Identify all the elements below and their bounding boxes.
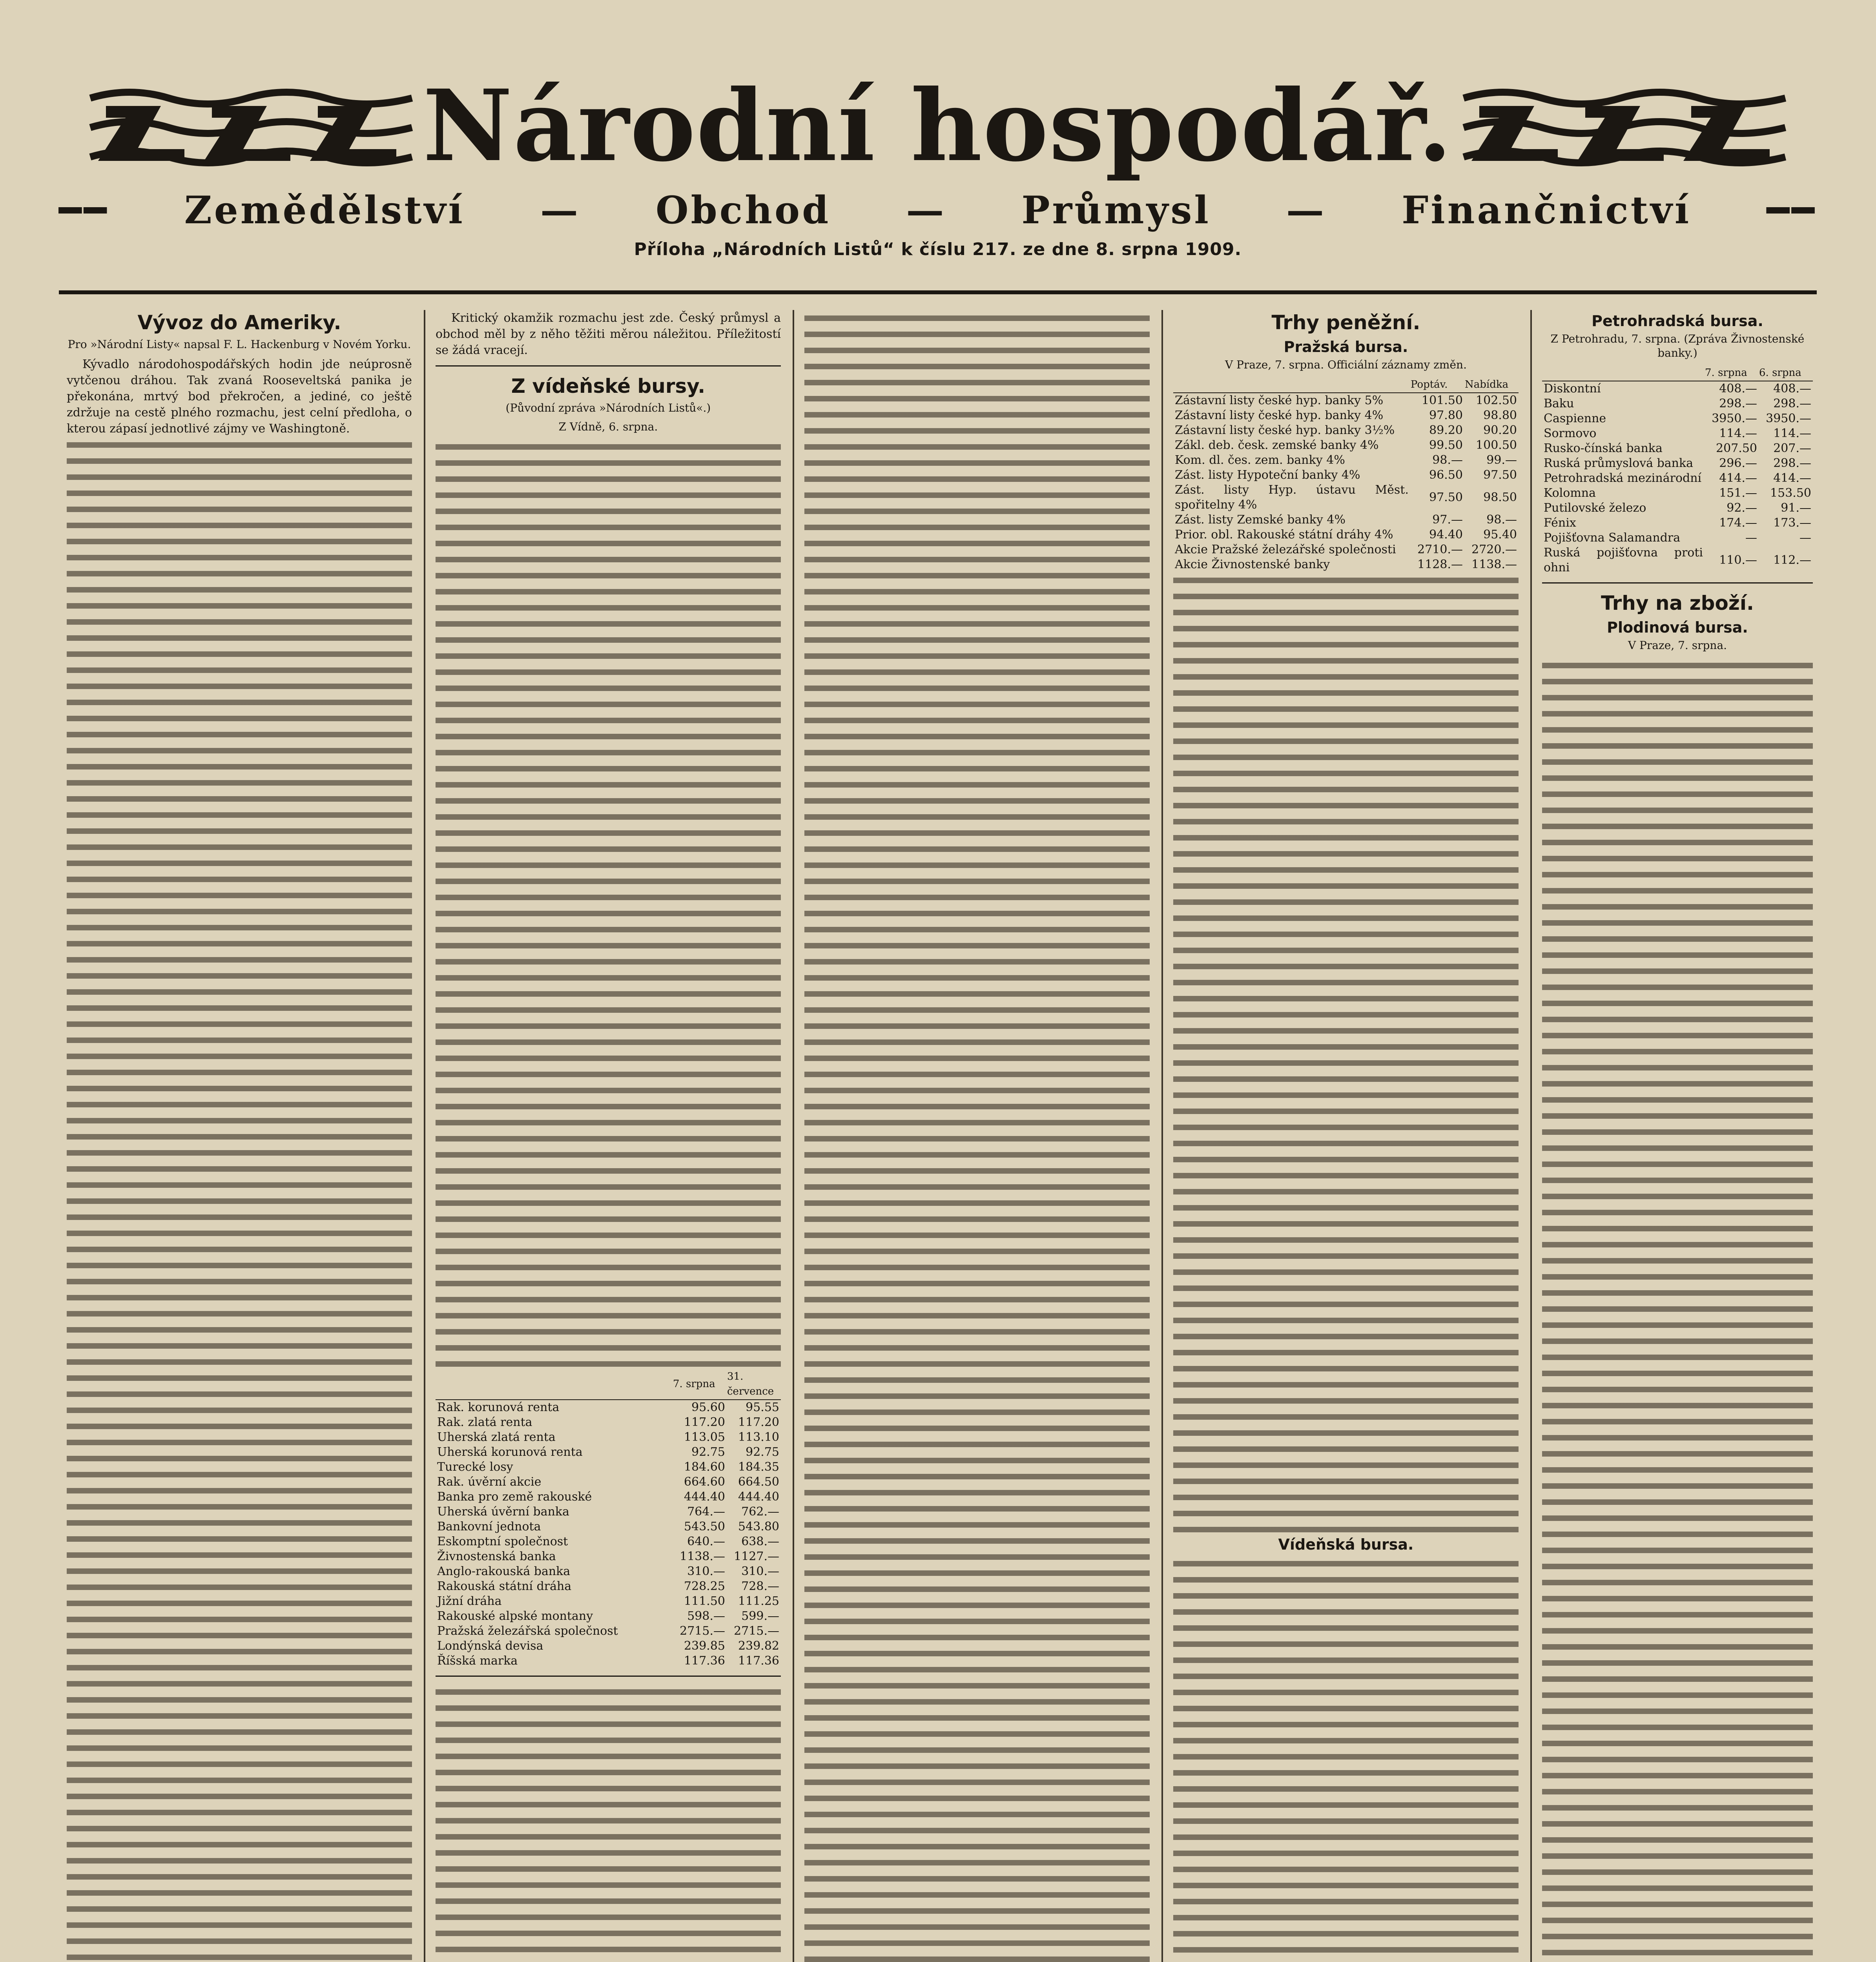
price-value: 543.50 bbox=[684, 1520, 725, 1533]
price-value: 414.— bbox=[1719, 471, 1757, 485]
security-name: Prior. obl. Rakouské státní dráhy 4% bbox=[1175, 528, 1393, 542]
price-value: 414.— bbox=[1773, 471, 1811, 485]
price-value: 102.50 bbox=[1476, 394, 1517, 407]
security-name: Akcie Živnostenské banky bbox=[1175, 558, 1330, 571]
table-row bbox=[1173, 542, 1519, 557]
price-value: 664.60 bbox=[684, 1475, 725, 1489]
text-lines bbox=[804, 310, 1150, 1962]
table-row bbox=[1173, 393, 1519, 408]
security-name: Banka pro země rakouské bbox=[437, 1490, 592, 1504]
price-value: 408.— bbox=[1719, 382, 1757, 396]
security-name: Zást. listy Zemské banky 4% bbox=[1175, 513, 1345, 527]
security-name: Uherská korunová renta bbox=[437, 1445, 583, 1459]
table-header-blank bbox=[436, 1369, 673, 1400]
table-row bbox=[436, 1639, 781, 1654]
section-heading: Trhy na zboží. bbox=[1601, 592, 1754, 614]
table-row bbox=[1173, 468, 1519, 483]
table-row bbox=[1173, 423, 1519, 438]
security-name: Diskontní bbox=[1544, 382, 1601, 396]
petersburg-quotes-table bbox=[1542, 365, 1813, 575]
price-value: 117.20 bbox=[684, 1415, 725, 1429]
price-value: 99.— bbox=[1486, 453, 1517, 467]
newspaper-title: Národní hospodář. bbox=[423, 68, 1453, 183]
price-value: 117.36 bbox=[684, 1654, 725, 1668]
table-row bbox=[436, 1430, 781, 1445]
column-3 bbox=[804, 310, 1150, 1962]
price-value: — bbox=[1745, 531, 1757, 545]
price-value: 97.50 bbox=[1429, 491, 1463, 504]
security-name: Baku bbox=[1544, 397, 1574, 410]
price-value: 3950.— bbox=[1712, 412, 1757, 425]
security-name: Říšská marka bbox=[437, 1654, 518, 1668]
price-value: 114.— bbox=[1719, 427, 1757, 440]
column-5 bbox=[1542, 310, 1813, 1962]
price-value: 638.— bbox=[741, 1535, 779, 1548]
price-value: 599.— bbox=[741, 1609, 779, 1623]
price-value: 1127.— bbox=[734, 1550, 779, 1563]
security-name: Zástavní listy české hyp. banky 5% bbox=[1175, 394, 1384, 407]
dateline: Z Vídně, 6. srpna. bbox=[558, 420, 658, 433]
article-heading: Vývoz do Ameriky. bbox=[137, 311, 341, 334]
article-byline: Pro »Národní Listy« napsal F. L. Hackenburg v Novém Yorku. bbox=[67, 338, 411, 351]
security-name: Zást. listy Hyp. ústavu Měst. spořitelny 4% bbox=[1175, 483, 1409, 512]
table-row bbox=[436, 1654, 781, 1668]
price-value: 97.— bbox=[1432, 513, 1463, 527]
price-value: 239.82 bbox=[738, 1639, 779, 1653]
table-row bbox=[1542, 426, 1813, 441]
price-value: 298.— bbox=[1719, 397, 1757, 410]
price-value: 2710.— bbox=[1417, 543, 1463, 556]
divider bbox=[436, 1676, 781, 1677]
table-row bbox=[1542, 486, 1813, 501]
price-value: 764.— bbox=[687, 1505, 725, 1519]
price-value: 98.— bbox=[1486, 513, 1517, 527]
table-row bbox=[1542, 411, 1813, 426]
text-lines bbox=[67, 437, 412, 1962]
table-row bbox=[1542, 441, 1813, 456]
price-value: 184.60 bbox=[684, 1460, 725, 1474]
price-value: 1128.— bbox=[1417, 558, 1463, 571]
security-name: Rak. zlatá renta bbox=[437, 1415, 532, 1429]
table-row bbox=[436, 1564, 781, 1579]
table-header: 31. července bbox=[727, 1369, 781, 1400]
security-name: Rusko-čínská banka bbox=[1544, 441, 1663, 455]
subsection-heading: Pražská bursa. bbox=[1283, 338, 1408, 356]
table-row bbox=[436, 1594, 781, 1609]
table-row bbox=[1542, 545, 1813, 575]
section-label: Zemědělství bbox=[184, 188, 465, 232]
table-header-blank bbox=[1173, 377, 1410, 393]
security-name: Bankovní jednota bbox=[437, 1520, 541, 1533]
divider bbox=[436, 365, 781, 367]
security-name: Rak. úvěrní akcie bbox=[437, 1475, 541, 1489]
table-row bbox=[1173, 527, 1519, 542]
price-value: 101.50 bbox=[1422, 394, 1463, 407]
price-value: 184.35 bbox=[738, 1460, 779, 1474]
security-name: Zástavní listy české hyp. banky 4% bbox=[1175, 408, 1384, 422]
column-divider bbox=[793, 310, 794, 1962]
table-row bbox=[1542, 456, 1813, 471]
table-row bbox=[436, 1475, 781, 1490]
security-name: Turecké losy bbox=[437, 1460, 513, 1474]
security-name: Londýnská devisa bbox=[437, 1639, 543, 1653]
price-value: 543.80 bbox=[738, 1520, 779, 1533]
section-label: Obchod bbox=[656, 188, 831, 232]
price-value: 3950.— bbox=[1766, 412, 1811, 425]
price-value: 151.— bbox=[1719, 486, 1757, 500]
table-body bbox=[1173, 393, 1519, 572]
column-divider bbox=[424, 310, 425, 1962]
table-row bbox=[1173, 557, 1519, 572]
security-name: Ruská pojišťovna proti ohni bbox=[1544, 546, 1703, 574]
table-row bbox=[436, 1504, 781, 1519]
section-label: Finančnictví bbox=[1402, 188, 1692, 232]
price-value: 296.— bbox=[1719, 456, 1757, 470]
security-name: Petrohradská mezinárodní bbox=[1544, 471, 1702, 485]
section-line bbox=[59, 188, 1817, 232]
security-name: Uherská zlatá renta bbox=[437, 1430, 556, 1444]
price-value: 2715.— bbox=[734, 1624, 779, 1638]
table-body bbox=[436, 1400, 781, 1668]
price-value: 310.— bbox=[741, 1564, 779, 1578]
price-value: 239.85 bbox=[684, 1639, 725, 1653]
table-header: 6. srpna bbox=[1759, 365, 1813, 381]
article-byline: (Původní zpráva »Národních Listů«.) bbox=[505, 401, 711, 414]
article-paragraph: Kývadlo národohospodářských hodin jde neúprosně vytčenou dráhou. Tak zvaná Rooseveltská panika je překonána, mrtvý bod překročen, a jediné, co ještě zdržuje na cestě plného rozmachu, jest celní předloha, o kterou zápasí jednotlivé zájmy ve Washingtoně. bbox=[67, 357, 412, 436]
table-header: 7. srpna bbox=[1705, 365, 1759, 381]
text-lines bbox=[436, 439, 781, 1369]
price-value: 444.40 bbox=[684, 1490, 725, 1504]
table-row bbox=[436, 1549, 781, 1564]
security-name: Anglo-rakouská banka bbox=[437, 1564, 571, 1578]
price-value: 298.— bbox=[1773, 397, 1811, 410]
section-heading: Trhy peněžní. bbox=[1271, 311, 1420, 334]
section-label: Průmysl bbox=[1021, 188, 1211, 232]
price-value: 92.— bbox=[1727, 501, 1757, 515]
price-value: 728.— bbox=[741, 1579, 779, 1593]
price-value: 110.— bbox=[1719, 553, 1757, 567]
price-value: 97.80 bbox=[1429, 408, 1463, 422]
masthead-rule bbox=[59, 290, 1817, 294]
price-value: 173.— bbox=[1773, 516, 1811, 530]
security-name: Akcie Pražské železářské společnosti bbox=[1175, 543, 1396, 556]
subsection-heading: Petrohradská bursa. bbox=[1592, 312, 1763, 330]
price-value: 95.40 bbox=[1483, 528, 1517, 542]
text-lines bbox=[1542, 657, 1813, 1962]
table-row bbox=[1542, 501, 1813, 516]
price-value: 90.20 bbox=[1483, 423, 1517, 437]
table-row bbox=[1173, 408, 1519, 423]
price-value: 99.50 bbox=[1429, 438, 1463, 452]
subsection-heading: Plodinová bursa. bbox=[1607, 619, 1748, 636]
price-value: 444.40 bbox=[738, 1490, 779, 1504]
column-2 bbox=[436, 310, 781, 1962]
table-row bbox=[1542, 516, 1813, 531]
security-name: Rakouské alpské montany bbox=[437, 1609, 593, 1623]
price-value: 1138.— bbox=[1471, 558, 1517, 571]
table-header-blank bbox=[1542, 365, 1705, 381]
table-row bbox=[436, 1609, 781, 1624]
price-value: 112.— bbox=[1773, 553, 1811, 567]
column-1 bbox=[67, 310, 412, 1962]
security-name: Uherská úvěrní banka bbox=[437, 1505, 569, 1519]
table-row bbox=[436, 1490, 781, 1504]
price-value: 174.— bbox=[1719, 516, 1757, 530]
security-name: Caspienne bbox=[1544, 412, 1606, 425]
dash-ornament: ━━ bbox=[59, 188, 109, 232]
price-value: 207.— bbox=[1773, 441, 1811, 455]
price-value: 95.60 bbox=[691, 1400, 725, 1414]
dateline: V Praze, 7. srpna. bbox=[1628, 639, 1727, 652]
dateline: V Praze, 7. srpna. Officiální záznamy změn. bbox=[1225, 358, 1467, 371]
price-value: 408.— bbox=[1773, 382, 1811, 396]
table-row bbox=[436, 1415, 781, 1430]
price-value: 95.55 bbox=[746, 1400, 779, 1414]
prague-quotes-table bbox=[1173, 377, 1519, 572]
dateline: Z Petrohradu, 7. srpna. (Zpráva Živnostenské banky.) bbox=[1550, 332, 1805, 359]
table-row bbox=[1173, 438, 1519, 453]
security-name: Ruská průmyslová banka bbox=[1544, 456, 1694, 470]
dash-ornament: — bbox=[540, 188, 580, 232]
price-value: 98.— bbox=[1432, 453, 1463, 467]
table-header: Nabídka bbox=[1464, 377, 1519, 393]
text-lines bbox=[1173, 1555, 1519, 1962]
subsection-heading: Vídeňská bursa. bbox=[1278, 1536, 1414, 1553]
price-value: 113.10 bbox=[738, 1430, 779, 1444]
security-name: Zástavní listy české hyp. banky 3½% bbox=[1175, 423, 1395, 437]
price-value: 111.25 bbox=[738, 1594, 779, 1608]
price-value: 2720.— bbox=[1471, 543, 1517, 556]
security-name: Eskomptní společnost bbox=[437, 1535, 568, 1548]
price-value: 92.75 bbox=[691, 1445, 725, 1459]
table-row bbox=[436, 1624, 781, 1639]
masthead bbox=[59, 59, 1817, 279]
price-value: 92.75 bbox=[746, 1445, 779, 1459]
security-name: Pražská železářská společnost bbox=[437, 1624, 618, 1638]
table-row bbox=[1542, 396, 1813, 411]
price-value: 97.50 bbox=[1483, 468, 1517, 482]
table-header: 7. srpna bbox=[673, 1369, 727, 1400]
dash-ornament: — bbox=[906, 188, 946, 232]
divider bbox=[1542, 582, 1813, 583]
security-name: Zást. listy Hypoteční banky 4% bbox=[1175, 468, 1360, 482]
price-value: 640.— bbox=[687, 1535, 725, 1548]
price-value: 728.25 bbox=[684, 1579, 725, 1593]
price-value: 664.50 bbox=[738, 1475, 779, 1489]
price-value: 114.— bbox=[1773, 427, 1811, 440]
dash-ornament: — bbox=[1286, 188, 1326, 232]
price-value: 117.36 bbox=[738, 1654, 779, 1668]
dash-ornament: ━━ bbox=[1767, 188, 1817, 232]
price-value: — bbox=[1799, 531, 1811, 545]
table-row bbox=[436, 1534, 781, 1549]
price-value: 310.— bbox=[687, 1564, 725, 1578]
table-row bbox=[1173, 512, 1519, 527]
table-row bbox=[436, 1400, 781, 1415]
supplement-line: Příloha „Národních Listů“ k číslu 217. ze dne 8. srpna 1909. bbox=[634, 239, 1242, 259]
price-value: 98.50 bbox=[1483, 491, 1517, 504]
article-paragraph: Kritický okamžik rozmachu jest zde. Český průmysl a obchod měl by z něho těžiti měrou náležitou. Příležitostí se žádá vracejí. bbox=[436, 311, 781, 357]
security-name: Zákl. deb. česk. zemské banky 4% bbox=[1175, 438, 1379, 452]
price-value: 89.20 bbox=[1429, 423, 1463, 437]
column-divider bbox=[1161, 310, 1163, 1962]
article-heading: Z vídeňské bursy. bbox=[511, 375, 706, 398]
price-value: 91.— bbox=[1781, 501, 1811, 515]
table-row bbox=[436, 1460, 781, 1475]
table-row bbox=[1173, 453, 1519, 468]
security-name: Fénix bbox=[1544, 516, 1576, 530]
table-row bbox=[436, 1445, 781, 1460]
table-row bbox=[436, 1519, 781, 1534]
price-value: 98.80 bbox=[1483, 408, 1517, 422]
price-value: 96.50 bbox=[1429, 468, 1463, 482]
price-value: 298.— bbox=[1773, 456, 1811, 470]
price-value: 598.— bbox=[687, 1609, 725, 1623]
table-header: Poptáv. bbox=[1410, 377, 1464, 393]
security-name: Rakouská státní dráha bbox=[437, 1579, 572, 1593]
security-name: Sormovo bbox=[1544, 427, 1597, 440]
price-value: 2715.— bbox=[680, 1624, 725, 1638]
security-name: Živnostenská banka bbox=[437, 1550, 556, 1563]
column-4 bbox=[1173, 310, 1519, 1962]
security-name: Putilovské železo bbox=[1544, 501, 1646, 515]
price-value: 100.50 bbox=[1476, 438, 1517, 452]
security-name: Pojišťovna Salamandra bbox=[1544, 531, 1681, 545]
table-row bbox=[1542, 381, 1813, 396]
text-lines bbox=[436, 1684, 781, 1962]
vienna-quotes-table bbox=[436, 1369, 781, 1668]
price-value: 1138.— bbox=[680, 1550, 725, 1563]
table-row bbox=[436, 1579, 781, 1594]
price-value: 113.05 bbox=[684, 1430, 725, 1444]
security-name: Kolomna bbox=[1544, 486, 1596, 500]
price-value: 153.50 bbox=[1770, 486, 1811, 500]
table-body bbox=[1542, 381, 1813, 575]
table-row bbox=[1542, 471, 1813, 486]
security-name: Kom. dl. čes. zem. banky 4% bbox=[1175, 453, 1345, 467]
table-row bbox=[1173, 483, 1519, 512]
column-divider bbox=[1530, 310, 1532, 1962]
table-row bbox=[1542, 531, 1813, 545]
price-value: 207.50 bbox=[1716, 441, 1757, 455]
security-name: Jižní dráha bbox=[437, 1594, 502, 1608]
price-value: 762.— bbox=[741, 1505, 779, 1519]
price-value: 111.50 bbox=[684, 1594, 725, 1608]
price-value: 117.20 bbox=[738, 1415, 779, 1429]
price-value: 94.40 bbox=[1429, 528, 1463, 542]
text-lines bbox=[1173, 572, 1519, 1533]
security-name: Rak. korunová renta bbox=[437, 1400, 560, 1414]
